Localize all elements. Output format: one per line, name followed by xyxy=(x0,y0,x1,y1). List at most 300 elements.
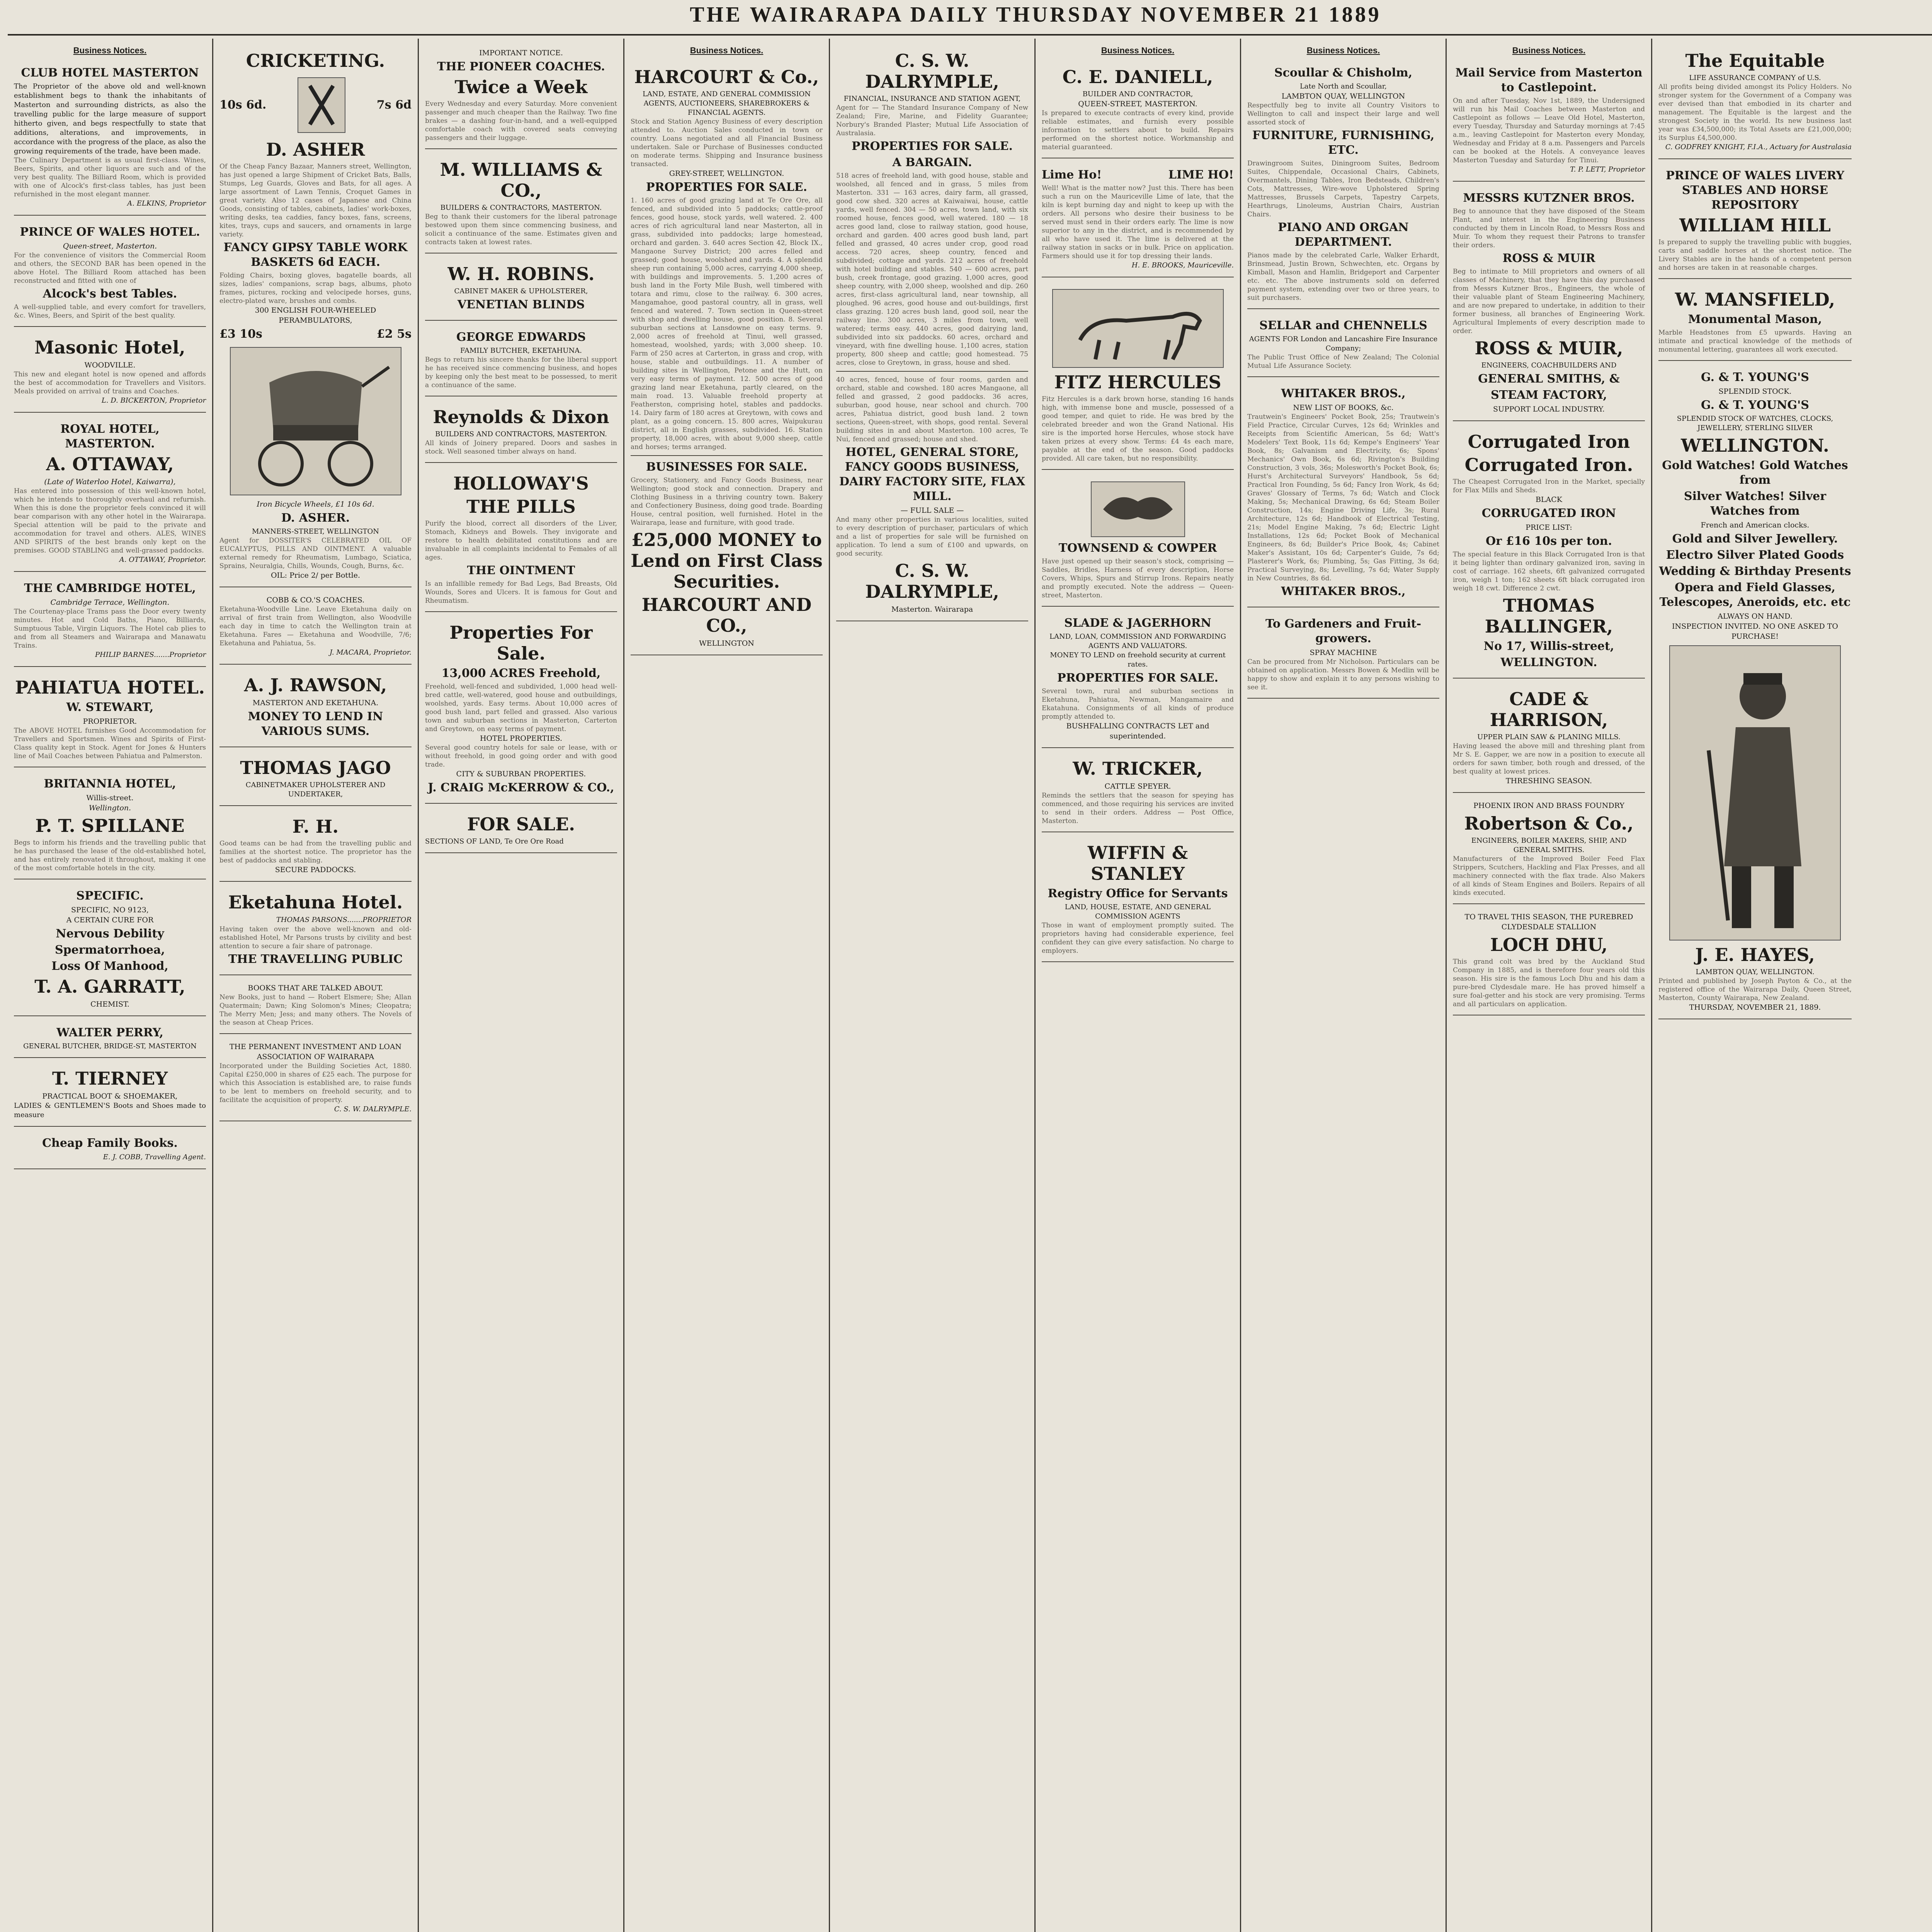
filler-text: The special feature in this Black Corrugated Iron is that it being lighter than ordinary galvanized iron, saving in cost of carriage. 162 sheets, 6ft galvanized corrugated iron, weigh 1 ton; 162 sheets 6ft black corrugated iron weigh 18 cwt. Difference 2 cwt. xyxy=(1453,551,1645,592)
props-sale-title: Properties For Sale. xyxy=(449,622,593,664)
filler-text: The Culinary Department is as usual first-class. Wines, Beers, Spirits, and other liquors are such and of the very best quality. The Billiard Room, which is provided with one of Alcock's first-class tables, has just been refurnished in the most elegant manner. xyxy=(14,156,206,198)
cobb-coaches: COBB & CO.'S COACHES. xyxy=(266,596,365,604)
daniell-ad xyxy=(1042,60,1234,158)
support-local: SUPPORT LOCAL INDUSTRY. xyxy=(1493,405,1605,413)
club-hotel-ad xyxy=(14,60,206,216)
loch-ad xyxy=(1453,908,1645,1015)
lett-sign: T. P. LETT, Proprietor xyxy=(1570,165,1645,173)
harcourt-sub: LAND, ESTATE, AND GENERAL COMMISSION AGENTS, AUCTIONEERS, SHAREBROKERS & FINANCIAL AGENTS. xyxy=(642,90,811,117)
travelling-public: THE TRAVELLING PUBLIC xyxy=(228,952,403,966)
pram-prices xyxy=(219,325,412,343)
money-lend-title: £25,000 MONEY to Lend on First Class Securities. xyxy=(631,529,823,592)
holloway-ad xyxy=(425,467,617,612)
ladies-line: LADIES & GENTLEMEN'S Boots and Shoes made to measure xyxy=(14,1102,206,1119)
cade-sub: UPPER PLAIN SAW & PLANING MILLS. xyxy=(1477,733,1621,741)
filler-text: Several town, rural and suburban sections in Eketahuna, Pahiatua, Newman, Mangamaire and Ekatahuna. Consignments of all kinds of produce promptly attended to. xyxy=(1042,687,1234,721)
column-8 xyxy=(1447,39,1652,1932)
whitaker-title: WHITAKER BROS., xyxy=(1281,387,1406,400)
lambton-quay: LAMBTON QUAY, WELLINGTON xyxy=(1281,92,1405,100)
filler-text: Beg to intimate to Mill proprietors and owners of all classes of Machinery, that they have this day purchased from Messrs Kutzner Bros., Engineers, the whole of their valuable plant of Steam Engineering Machinery, and are now prepared to undertake, in addition to their former business, all branches of Engineering Work. Agricultural Implements of every description made to order. xyxy=(1453,268,1645,335)
filler-text: This grand colt was bred by the Auckland Stud Company in 1885, and is therefore four years old this season. His sire is the famous Loch Dhu and his dam a pure-bred Clydesdale mare. He has proved himself a sure foal-getter and his stock are very promising. Terms and all particulars on application. xyxy=(1453,958,1645,1008)
robertson-sub: ENGINEERS, BOILER MAKERS, SHIP, AND GENERAL SMITHS. xyxy=(1471,837,1627,854)
fh-title: F. H. xyxy=(292,816,339,837)
column-4 xyxy=(624,39,830,1932)
filler-text: And many other properties in various localities, suited to every description of purchaser, particulars of which and a list of properties for sale will be furnished on application. To lend a sum of £100 and upwards, on good security. xyxy=(836,516,1028,558)
filler-text: Several good country hotels for sale or lease, with or without freehold, in good going order and with good trade. xyxy=(425,744,617,769)
props-sale: PROPERTIES FOR SALE. xyxy=(1057,671,1218,685)
tricker-title: W. TRICKER, xyxy=(1073,758,1203,779)
black-line: BLACK xyxy=(1535,495,1563,504)
young-wellington: WELLINGTON. xyxy=(1681,435,1829,456)
filler-text: All profits being divided amongst its Policy Holders. No stronger system for the Government of a Company was ever devised than that embodied in its charter and management. The Equitable is the largest and the strongest Society in the world. Its new business last year was £34,500,000; its Total Assets are £21,000,000; its Surplus £4,500,000. xyxy=(1658,83,1852,142)
ross-muir-big: ROSS & MUIR, xyxy=(1475,338,1623,359)
slade-ad xyxy=(1042,611,1234,748)
filler-text: Well! What is the matter now? Just this. There has been such a run on the Mauriceville Lime of late, that the kiln is kept burning day and night to keep up with the orders. All persons who desire their business to be served must send in their orders early. The lime is now superior to any in the district, and is recommended by all who have used it. The lime is delivered at the railway station in sacks or in bulk. Price on application. Farmers should use it for top dressing their lands. xyxy=(1042,184,1234,260)
harcourt-ad xyxy=(631,60,823,655)
cricketing-ad xyxy=(219,44,412,587)
pioneer-title: THE PIONEER COACHES. xyxy=(437,60,605,73)
ottaway-title: A. OTTAWAY, xyxy=(46,454,174,474)
sellar-title: SELLAR and CHENNELLS xyxy=(1259,319,1427,332)
pram-price-right: £2 5s xyxy=(377,327,412,341)
robertson-title: Robertson & Co., xyxy=(1464,813,1634,834)
edwards-title: GEORGE EDWARDS xyxy=(456,330,586,344)
britannia-title: BRITANNIA HOTEL, xyxy=(44,777,176,791)
filler-text: Agent for DOSSITER'S CELEBRATED OIL OF EUCALYPTUS, PILLS AND OINTMENT. A valuable external remedy for Rheumatism, Lumbago, Sciatica, Sprains, Neuralgia, Chills, Wounds, Cough, Burns, &c. xyxy=(219,537,412,570)
hill-title: WILLIAM HILL xyxy=(1679,215,1831,236)
corrugated-3: CORRUGATED IRON xyxy=(1481,507,1616,520)
perambulator-illustration xyxy=(230,347,401,495)
twice-week: Twice a Week xyxy=(454,77,588,97)
cure-line-3: Spermatorrhoea, xyxy=(55,943,165,957)
wiffin-ad xyxy=(1042,836,1234,962)
harcourt-props-title: PROPERTIES FOR SALE. xyxy=(646,180,807,194)
city-props: CITY & SUBURBAN PROPERTIES. xyxy=(456,770,586,778)
dalrymple-title: C. S. W. DALRYMPLE, xyxy=(865,50,999,92)
lime-heading xyxy=(1042,166,1234,184)
cobb-agent: E. J. COBB, Travelling Agent. xyxy=(103,1153,206,1161)
fh-ad xyxy=(219,810,412,882)
mail-ad xyxy=(1453,60,1645,182)
knight-sign: C. GODFREY KNIGHT, F.I.A., Actuary for Australasia xyxy=(1665,143,1852,151)
imprint-date: THURSDAY, NOVEMBER 21, 1889. xyxy=(1689,1003,1821,1012)
prince-wales-sub: Queen-street, Masterton. xyxy=(63,242,157,250)
gold-watches: Gold Watches! Gold Watches from xyxy=(1662,459,1848,487)
filler-text: Pianos made by the celebrated Carle, Walker Erhardt, Brinsmead, Justin Brown, Schwechten, etc. Organs by Kimball, Mason and Hamlin, Bridgeport and Carpenter etc. etc. The above instruments sold on deferred payment system, extending over two or three years, to suit purchasers. xyxy=(1247,252,1439,302)
perambulators: 300 ENGLISH FOUR-WHEELED PERAMBULATORS, xyxy=(255,306,376,325)
pahiatua-title: PAHIATUA HOTEL. xyxy=(15,677,205,698)
ottaway-sub: (Late of Waterloo Hotel, Kaiwarra), xyxy=(44,478,176,486)
slade-title: SLADE & JAGERHORN xyxy=(1064,616,1211,630)
gardeners-ad xyxy=(1247,611,1439,699)
filler-text: Printed and published by Joseph Payton & Co., at the registered office of the Wairarapa Daily, Queen Street, Masterton, County Wairarapa, New Zealand. xyxy=(1658,977,1852,1002)
ballinger-wellington: WELLINGTON. xyxy=(1500,656,1597,669)
hayes-title: J. E. HAYES, xyxy=(1695,944,1815,965)
column-3 xyxy=(419,39,624,1932)
filler-text: Fitz Hercules is a dark brown horse, standing 16 hands high, with immense bone and muscle, possessed of a good temper, and quiet to ride. He was bred by the celebrated breeder and won the Grand National. His sire is the imported horse Hercules, whose stock have taken prizes at every show. Terms: £4 4s each mare, payable at the end of the season. Good paddocks provided. All care taken, but no responsibility. xyxy=(1042,395,1234,463)
cambridge-title: THE CAMBRIDGE HOTEL, xyxy=(24,582,196,595)
club-hotel-title: CLUB HOTEL MASTERTON xyxy=(21,66,199,80)
ointment-title: THE OINTMENT xyxy=(467,564,575,577)
fitz-ad xyxy=(1042,281,1234,470)
kutzner-title: MESSRS KUTZNER BROS. xyxy=(1463,191,1635,205)
asher-title: D. ASHER xyxy=(266,139,365,160)
cricket-bats-icon xyxy=(298,77,345,133)
secure-paddocks: SECURE PADDOCKS. xyxy=(275,866,356,874)
lime-ho: Lime Ho! xyxy=(1042,168,1102,182)
filler-text: Begs to return his sincere thanks for the liberal support he has received since commencing business, and hopes by keeping only the best meat to be possessed, to merit a continuance of the same. xyxy=(425,356,617,389)
electro-plate: Electro Silver Plated Goods xyxy=(1666,548,1844,562)
rawson-ad xyxy=(219,668,412,747)
wedding-presents: Wedding & Birthday Presents xyxy=(1659,565,1851,578)
corrugated-2: Corrugated Iron. xyxy=(1464,454,1633,475)
section-header: Business Notices. xyxy=(73,46,147,55)
filler-text: The Public Trust Office of New Zealand; The Colonial Mutual Life Assurance Society. xyxy=(1247,354,1439,370)
robins-sub: CABINET MAKER & UPHOLSTERER, xyxy=(454,287,588,295)
grey-street: GREY-STREET, WELLINGTON. xyxy=(669,169,784,178)
young-title: G. & T. YOUNG'S xyxy=(1701,371,1809,384)
filler-text: Good teams can be had from the travelling public and families at the shortest notice. The proprietor has the best of paddocks and stabling. xyxy=(219,840,412,864)
saddle-illustration xyxy=(1091,481,1185,537)
farmer-illustration xyxy=(1669,645,1841,940)
dalrymple-ad xyxy=(836,44,1028,621)
filler-text: Purify the blood, correct all disorders of the Liver, Stomach, Kidneys and Bowels. They invigorate and restore to health debilitated constitutions and are invaluable in all complaints incidental to Females of all ages. xyxy=(425,520,617,561)
filler-text: For the convenience of visitors the Commercial Room and others, the SECOND BAR has been opened in the above Hotel. The Billiard Room attached has been reconstructed and fitted with one of xyxy=(14,252,206,285)
filler-text: Incorporated under the Building Societies Act, 1880. Capital £250,000 in shares of £25 each. The purpose for which this Association is established are, to raise funds to be lent to members on freehold security, and to facilitate the acquisition of property. xyxy=(219,1062,412,1104)
royal-hotel-ad xyxy=(14,417,206,572)
ross-muir-title: ROSS & MUIR xyxy=(1502,252,1595,265)
reynolds-ad xyxy=(425,400,617,463)
rawson-sub: MASTERTON AND EKETAHUNA. xyxy=(252,699,379,707)
column-6 xyxy=(1036,39,1241,1932)
whitaker-footer: WHITAKER BROS., xyxy=(1281,585,1406,598)
inspection-invited: INSPECTION INVITED. NO ONE ASKED TO PURCHASE! xyxy=(1672,622,1838,641)
masonic-ad xyxy=(14,331,206,413)
filler-text: The Cheapest Corrugated Iron in the Market, specially for Flax Mills and Sheds. xyxy=(1453,478,1645,494)
equitable-ad xyxy=(1658,44,1852,159)
filler-text: Having taken over the above well-known and old-established Hotel, Mr Parsons trusts by civility and best attention to secure a fair share of patronage. xyxy=(219,925,412,950)
hotel-general-title: HOTEL, GENERAL STORE, FANCY GOODS BUSINESS, DAIRY FACTORY SITE, FLAX MILL. xyxy=(839,446,1025,503)
filler-text: Begs to inform his friends and the travelling public that he has purchased the lease of the old-established hotel, and has entirely renovated it throughout, making it one of the most comfortable hotels in the city. xyxy=(14,839,206,872)
price-right: 7s 6d xyxy=(376,98,412,112)
per-ton: Or £16 10s per ton. xyxy=(1486,534,1612,548)
spillane-title: P. T. SPILLANE xyxy=(35,815,185,836)
prince-wales-title: PRINCE OF WALES HOTEL. xyxy=(20,225,200,239)
filler-text: Stock and Station Agency Business of every description attended to. Auction Sales conducted in town or country. Loans negotiated and all Financial Business undertaken. Sale or Purchase of Businesses conducted on moderate terms. Shipping and Insurance business transacted. xyxy=(631,118,823,168)
reynolds-title: Reynolds & Dixon xyxy=(433,406,609,427)
specific-no: SPECIFIC, NO 9123, xyxy=(71,906,149,914)
filler-text: Folding Chairs, boxing gloves, bagatelle boards, all sizes, ladies' companions, scrap bags, albums, photo frames, pictures, rocking and velocipede horses, guns, electro-plated ware, brushes and combs. xyxy=(219,272,412,305)
asher-footer: D. ASHER. xyxy=(281,511,350,525)
pram-price-left: £3 10s xyxy=(219,327,262,341)
filler-text: Of the Cheap Fancy Bazaar, Manners street, Wellington, has just opened a large Shipment of Cricket Bats, Balls, Stumps, Leg Guards, Gloves and Bats, for all ages. A large assortment of Lawn Tennis, Croquet Games in great variety. Also 12 cases of Japanese and China Goods, consisting of tables, cabinets, ladies' work-boxes, writing desks, tea caddies, fancy boxes, fans, screens, kites, trays, cups and saucers, and ornaments in large variety. xyxy=(219,163,412,238)
tierney-sub: PRACTICAL BOOT & SHOEMAKER, xyxy=(42,1092,178,1100)
hotel-props: HOTEL PROPERTIES. xyxy=(480,734,563,743)
edwards-ad xyxy=(425,325,617,396)
for-sale-title: FOR SALE. xyxy=(467,814,575,835)
harcourt-place: WELLINGTON xyxy=(699,639,754,648)
kutzner-ad xyxy=(1453,185,1645,421)
filler-text: Agent for — The Standard Insurance Company of New Zealand; Fire, Marine, and Fidelity Guarantee; Norbury's Branded Plaster; Mutual Life Association of Australasia. xyxy=(836,104,1028,137)
filler-text: A well-supplied table, and every comfort for travellers, &c. Wines, Beers, and Spirit of the best quality. xyxy=(14,303,206,320)
pahiatua-ad xyxy=(14,671,206,767)
jago-sub: CABINETMAKER UPHOLSTERER AND UNDERTAKER, xyxy=(245,781,386,798)
filler-text: The ABOVE HOTEL furnishes Good Accommodation for Travellers and Sportsmen. Wines and Spirits of First-Class quality kept in Stock. Agent for Jones & Hunters line of Mail Coaches between Pahiatua and Palmerston. xyxy=(14,727,206,760)
cheap-books-title: Cheap Family Books. xyxy=(42,1136,178,1150)
spray-title: SPRAY MACHINE xyxy=(1310,648,1377,657)
perry-ad xyxy=(14,1020,206,1058)
divider xyxy=(631,455,823,456)
specific-title: SPECIFIC. xyxy=(76,889,144,903)
sellar-ad xyxy=(1247,313,1439,377)
corrugated-ad xyxy=(1453,425,1645,679)
opera-glasses: Opera and Field Glasses, Telescopes, Aneroids, etc. etc xyxy=(1659,581,1851,609)
alcock-tables: Alcock's best Tables. xyxy=(43,287,177,301)
queen-street: QUEEN-STREET, MASTERTON. xyxy=(1078,100,1197,108)
eketahuna-title: Eketahuna Hotel. xyxy=(228,892,403,913)
cobb-coaches-ad xyxy=(219,591,412,665)
masthead: THE WAIRARAPA DAILY THURSDAY NOVEMBER 21 1889 xyxy=(690,3,1381,27)
oil-price: OIL: Price 2/ per Bottle. xyxy=(270,571,361,580)
gardeners-title: To Gardeners and Fruit-growers. xyxy=(1265,617,1422,645)
robins-ad xyxy=(425,257,617,321)
section-header: Business Notices. xyxy=(1101,46,1175,55)
filler-text: On and after Tuesday, Nov 1st, 1889, the Undersigned will run his Mail Coaches between Masterton and Castlepoint as follows — Leave Old Hotel, Masterton, every Tuesday, Thursday and Saturday mornings at 7:45 a.m., leaving Castlepoint for Masterton every Monday, Wednesday and Friday at 8 a.m. Passengers and Parcels can be booked at the Hotels. A conveyance leaves Masterton Tuesday and Saturday for Tinui. xyxy=(1453,97,1645,164)
to-travel: TO TRAVEL THIS SEASON, THE PUREBRED CLYDESDALE STALLION xyxy=(1464,913,1633,931)
pills-title: THE PILLS xyxy=(466,496,576,517)
section-header: Business Notices. xyxy=(690,46,764,55)
barnes-proprietor: PHILIP BARNES.......Proprietor xyxy=(95,651,206,659)
filler-text: Reminds the settlers that the season for speying has commenced, and those requiring his services are invited to send in their orders. Address — Post Office, Masterton. xyxy=(1042,792,1234,825)
tierney-ad xyxy=(14,1062,206,1127)
cambridge-sub: Cambridge Terrace, Wellington. xyxy=(50,598,170,607)
important-notice: IMPORTANT NOTICE. xyxy=(479,49,563,57)
perry-sub: GENERAL BUTCHER, BRIDGE-ST, MASTERTON xyxy=(23,1042,197,1050)
filler-text: Marble Headstones from £5 upwards. Having an intimate and practical knowledge of the methods of monumental lettering, guarantees all work executed. xyxy=(1658,329,1852,354)
filler-text: Can be procured from Mr Nicholson. Particulars can be obtained on application. Messrs Bowen & Medlin will be happy to show and explain it to any persons wishing to see it. xyxy=(1247,658,1439,691)
mansfield-sub: Monumental Mason, xyxy=(1688,313,1822,326)
wiffin-title: WIFFIN & STANLEY xyxy=(1087,842,1188,884)
hayes-sub: LAMBTON QUAY, WELLINGTON. xyxy=(1696,968,1815,976)
piano-title: PIANO AND ORGAN DEPARTMENT. xyxy=(1278,221,1409,249)
scoullar-sub: Late North and Scoullar, xyxy=(1299,82,1387,90)
pioneer-ad xyxy=(425,44,617,149)
harcourt-title: HARCOURT & Co., xyxy=(634,66,819,87)
section-header: Business Notices. xyxy=(1306,46,1380,55)
jago-ad xyxy=(219,751,412,806)
filler-text: Has entered into possession of this well-known hotel, which he intends to thoroughly overhaul and refurnish. When this is done the proprietor feels convinced it will bear comparison with any other hotel in the Wairarapa. Special attention will be paid to the private and accommodation for travel and others. ALES, WINES AND SPIRITS of the best brands only kept on the premises. GOOD STABLING and well-grassed paddocks. xyxy=(14,487,206,554)
fancy-line: FANCY GIPSY TABLE WORK BASKETS 6d EACH. xyxy=(223,241,408,269)
loch-title: LOCH DHU, xyxy=(1490,934,1608,955)
section-header: Business Notices. xyxy=(1512,46,1586,55)
ottaway-proprietor: A. OTTAWAY, Proprietor. xyxy=(119,556,206,564)
ross-sub: ENGINEERS, COACHBUILDERS AND xyxy=(1481,361,1617,369)
steam-factory: STEAM FACTORY, xyxy=(1491,388,1607,402)
robins-title: W. H. ROBINS. xyxy=(447,264,595,284)
filler-text: Freehold, well-fenced and subdivided, 1,000 head well-bred cattle, well-watered, good house and outbuildings, woolshed, yards. Easy terms. About 10,000 acres of good bush land, part felled and grassed. Also various town and suburban sections in Masterton, Carterton and Greytown, on easy terms of payment. xyxy=(425,683,617,733)
whitaker-ad xyxy=(1247,381,1439,607)
divider xyxy=(836,371,1028,372)
tricker-sub: CATTLE SPEYER. xyxy=(1104,782,1171,791)
filler-text: Beg to thank their customers for the liberal patronage bestowed upon them since commencing business, and solicit a continuance of the same. Estimates given and contracts taken at lowest rates. xyxy=(425,213,617,246)
williams-ad xyxy=(425,153,617,253)
pram-caption: Iron Bicycle Wheels, £1 10s 6d. xyxy=(257,500,374,509)
equitable-sub: LIFE ASSURANCE COMPANY of U.S. xyxy=(1689,74,1821,82)
filler-text: Is an infallible remedy for Bad Legs, Bad Breasts, Old Wounds, Sores and Ulcers. It is famous for Gout and Rheumatism. xyxy=(425,580,617,605)
filler-text: Drawingroom Suites, Diningroom Suites, Bedroom Suites, Chippendale, Occasional Chairs, Cabinets, Overmantels, Dining Tables, Iron Bedsteads, Children's Cots, Mattresses, Wire-wove Upholstered Spring Mattresses, Brussels Carpets, Tapestry Carpets, Hearthrugs, Linoleums, Austrian Chairs, Austrian Chairs. xyxy=(1247,160,1439,218)
townsend-ad xyxy=(1042,474,1234,607)
money-lend: MONEY TO LEND on freehold security at current rates. xyxy=(1050,651,1226,668)
ballinger-title: THOMAS BALLINGER, xyxy=(1485,595,1613,637)
permanent-title: THE PERMANENT INVESTMENT AND LOAN ASSOCIATION OF WAIRARAPA xyxy=(229,1043,402,1061)
filler-text: Eketahuna-Woodville Line. Leave Eketahuna daily on arrival of first train from Wellington, also Woodville each day in time to catch the Wellington train at Eketahuna. Fares — Eketahuna and Woodville, 7/6; Eketahuna and Pahiatua, 5s. xyxy=(219,605,412,647)
masonic-proprietor: L. D. BICKERTON, Proprietor xyxy=(101,396,206,405)
cure-line-4: Loss Of Manhood, xyxy=(51,959,168,973)
filler-text: Manufacturers of the Improved Boiler Feed Flax Strippers, Scutchers, Hackling and Flax Presses, and all machinery connected with the flax trade. Also Makers of all kinds of Steam Engines and Boilers. Repairs of all kinds executed. xyxy=(1453,855,1645,897)
acres-line: 13,000 ACRES Freehold, xyxy=(441,667,601,680)
silver-watches: Silver Watches! Silver Watches from xyxy=(1684,490,1827,518)
williams-sub: BUILDERS & CONTRACTORS, MASTERTON. xyxy=(440,204,602,212)
money-lend: MONEY TO LEND IN VARIOUS SUMS. xyxy=(248,710,383,738)
cure-line-2: Nervous Debility xyxy=(56,927,164,940)
filler-text: 518 acres of freehold land, with good house, stable and woolshed, all fenced and in grass, 5 miles from Masterton. 331 — 163 acres, dairy farm, all grassed, good cow shed. 320 acres at Kaiwaiwai, house, cattle yards, well fenced. 304 — 50 acres, town land, with six roomed house, fences good, well watered. 180 — 18 acres good land, close to railway station, good house, orchard and garden. 400 acres good bush land, part felled and grassed, 40 acres under crop, good road access. 720 acres, sheep country, fenced and subdivided; cottage and yards. 212 acres of freehold with hotel building and stables. 540 — 600 acres, part bush, creek frontage, good grazing. 1,000 acres, good sheep country, with 2,000 sheep, woolshed and dip. 260 acres, first-class agricultural land, near township, all ploughed. 96 acres, good house and out-buildings, first class grazing. 120 acres bush land, good soil, near the railway line. 300 acres, 3 miles from town, well watered; terms easy. 440 acres, good dairying land, subdivided into six paddocks. 60 acres, orchard and vineyard, with fine dwelling house. 1,100 acres, station property, 800 sheep and cattle; good homestead. 75 acres, close to Greytown, in grass, house and shed. xyxy=(836,172,1028,367)
livery-title: PRINCE OF WALES LIVERY STABLES AND HORSE REPOSITORY xyxy=(1666,169,1844,212)
books-title: BOOKS THAT ARE TALKED ABOUT. xyxy=(248,984,383,992)
properties-ad xyxy=(425,616,617,804)
filler-text: Is prepared to execute contracts of every kind, provide reliable estimates, and furnish every possible information to settlers about to build. Repairs performed on the shortest notice. Workmanship and material guaranteed. xyxy=(1042,109,1234,151)
macara-proprietor: J. MACARA, Proprietor. xyxy=(330,648,412,656)
filler-text: New Books, just to hand — Robert Elsmere; She; Allan Quatermain; Dawn; King Solomon's Mines; Cleopatra; The Merry Men; Jess; and many others. The Novels of the season at Cheap Prices. xyxy=(219,993,412,1027)
dalrymple-sign: C. S. W. DALRYMPLE. xyxy=(334,1105,412,1113)
royal-title: ROYAL HOTEL, MASTERTON. xyxy=(60,422,160,451)
cure-line-1: A CERTAIN CURE FOR xyxy=(66,916,154,924)
holloway-title: HOLLOWAY'S xyxy=(453,473,589,494)
sections-line: SECTIONS OF LAND, Te Ore Ore Road xyxy=(425,837,564,845)
furniture-title: FURNITURE, FURNISHING, ETC. xyxy=(1252,129,1435,157)
cricketing-title: CRICKETING. xyxy=(246,50,385,71)
young-ad xyxy=(1658,365,1852,1019)
phoenix-title: PHOENIX IRON AND BRASS FOUNDRY xyxy=(1473,801,1624,810)
young-sub: SPLENDID STOCK. xyxy=(1718,387,1792,396)
club-hotel-body: The Proprietor of the above old and well-known establishment begs to thank the inhabitants of Masterton and surrounding districts, as also the travelling public for the large measure of support hitherto given, and begs respectfully to state that additions, alterations, and improvements, in accordance with the progress of the place, as also the growing requirements of the trade, have been made. xyxy=(14,82,206,155)
filler-text: All kinds of Joinery prepared. Doors and sashes in stock. Well seasoned timber always on hand. xyxy=(425,439,617,456)
scoullar-ad xyxy=(1247,60,1439,309)
gold-jewellery: Gold and Silver Jewellery. xyxy=(1672,532,1838,546)
books-ad xyxy=(219,979,412,1034)
specific-ad xyxy=(14,883,206,1016)
young-sub-2: SPLENDID STOCK OF WATCHES, CLOCKS, JEWELLERY, STERLING SILVER xyxy=(1677,415,1833,432)
britannia-ad xyxy=(14,771,206,879)
livery-ad xyxy=(1658,163,1852,279)
cheap-books-ad xyxy=(14,1131,206,1169)
brooks-sign: H. E. BROOKS, Mauriceville. xyxy=(1131,261,1234,269)
filler-text: Having leased the above mill and threshing plant from Mr S. E. Gapper, we are now in a position to execute all orders for sawn timber, both rough and dressed, of the best quality at lowest prices. xyxy=(1453,742,1645,776)
mail-title: Mail Service from Masterton to Castlepoint. xyxy=(1455,66,1643,94)
townsend-title: TOWNSEND & COWPER xyxy=(1058,541,1217,555)
corrugated-1: Corrugated Iron xyxy=(1468,431,1630,452)
cambridge-ad xyxy=(14,576,206,667)
mansfield-ad xyxy=(1658,283,1852,361)
filler-text: The Courtenay-place Trams pass the Door every twenty minutes. Hot and Cold Baths, Piano, Billiards, Sumptuous Table, Virgin Liquors. The Hotel cab plies to and from all Steamers and Wairarapa and Manawatu Trains. xyxy=(14,608,206,650)
cricket-prices xyxy=(219,73,412,137)
masthead-rule xyxy=(8,34,1932,36)
equitable-title: The Equitable xyxy=(1685,50,1825,71)
tierney-title: T. TIERNEY xyxy=(52,1068,168,1089)
price-left: 10s 6d. xyxy=(219,98,267,112)
full-sale: — FULL SALE — xyxy=(900,506,964,515)
cade-title: CADE & HARRISON, xyxy=(1490,689,1608,730)
reynolds-sub: BUILDERS AND CONTRACTORS, MASTERTON. xyxy=(435,430,607,438)
column-7 xyxy=(1241,39,1447,1932)
britannia-place: Wellington. xyxy=(88,804,131,812)
whitaker-sub: NEW LIST OF BOOKS, &c. xyxy=(1293,403,1394,412)
filler-text: 40 acres, fenced, house of four rooms, garden and orchard, stable and cowshed. 180 acres Mangaone, all felled and grassed, 2 good paddocks. 36 acres, suburban, good house, near school and church. 700 acres, Pahiatua district, good bush land. 2 town sections, Queen-street, with shops, good rental. Several building sites in and about Masterton. 100 acres, Te Nui, fenced and grassed; house and shed. xyxy=(836,376,1028,443)
threshing: THRESHING SEASON. xyxy=(1506,777,1592,785)
price-list: PRICE LIST: xyxy=(1526,523,1572,532)
perry-title: WALTER PERRY, xyxy=(56,1026,163,1039)
rawson-title: A. J. RAWSON, xyxy=(244,675,387,696)
permanent-ad xyxy=(219,1038,412,1121)
sellar-sub: AGENTS FOR London and Lancashire Fire Insurance Company; xyxy=(1249,335,1438,352)
dalrymple-sub: FINANCIAL, INSURANCE AND STATION AGENT, xyxy=(844,95,1021,103)
filler-text: Every Wednesday and every Saturday. More convenient passenger and much cheaper than the Railway. Two fine brakes — a dashing four-in-hand, and a well-equipped comfortable coach with covered seats conveying passengers and their luggage. xyxy=(425,100,617,142)
manners-street: MANNERS-STREET, WELLINGTON xyxy=(252,527,379,536)
filler-text: 1. 160 acres of good grazing land at Te Ore Ore, all fenced, and subdivided into 5 paddocks; cattle-proof fences, good house, stock yards, well watered. 2. 400 acres of rich agricultural land near Masterton, all in grass, subdivided into paddocks; large homestead, orchard and garden. 3. 640 acres Section 42, Block IX., Mangaone Survey District; 200 acres felled and grassed; good house, woolshed and yards. 4. A splendid sheep run containing 5,000 acres, carrying 4,000 sheep, with buildings and improvements. 5. 1,200 acres of bush land in the Forty Mile Bush, well timbered with totara and rimu, close to the railway. 6. 300 acres, Mangamahoe, good pastoral country, all in grass, well fenced and watered. 7. Town section in Queen-street with shop and dwelling house, good position. 8. Several suburban sections at Lansdowne on easy terms. 9. 2,000 acres of freehold at Tinui, well grassed, homestead, woolshed, yards; with 3,000 sheep. 10. Farm of 250 acres at Carterton, in grass and crop, with house, stable and outbuildings. 11. A number of building sites in Wellington, Petone and the Hutt, on very easy terms of payment. 12. 500 acres of good grazing land near Eketahuna, partly cleared, on the main road. 13. Valuable freehold property at Featherston, comprising hotel, stables and paddocks. 14. Dairy farm of 180 acres at Greytown, with cows and plant, as a going concern. 15. 800 acres, Waipukurau district, all in English grasses, subdivided. 16. Station property, 18,000 acres, with about 9,000 sheep, cattle and horses; terms arranged. xyxy=(631,197,823,451)
bush-line: BUSHFALLING CONTRACTS LET and superintended. xyxy=(1066,722,1209,740)
club-hotel-proprietor: A. ELKINS, Proprietor xyxy=(127,199,206,207)
mckerrow: J. CRAIG McKERROW & CO., xyxy=(428,781,614,794)
column-9 xyxy=(1652,39,1858,1932)
smiths-line: GENERAL SMITHS, & xyxy=(1478,372,1620,386)
horse-illustration xyxy=(1052,289,1224,368)
stewart-title: W. STEWART, xyxy=(66,701,154,714)
willis-street: No 17, Willis-street, xyxy=(1483,639,1614,653)
columns xyxy=(8,39,1932,1932)
garratt-title: T. A. GARRATT, xyxy=(34,976,185,997)
britannia-sub: Willis-street. xyxy=(86,794,134,802)
registry-sub: LAND, HOUSE, ESTATE, AND GENERAL COMMISSION AGENTS xyxy=(1065,903,1211,920)
column-1 xyxy=(8,39,213,1932)
filler-text: Respectfully beg to invite all Country Visitors to Wellington to call and inspect their large and well assorted stock of xyxy=(1247,102,1439,126)
garratt-sub: CHEMIST. xyxy=(90,1000,129,1009)
masonic-title: Masonic Hotel, xyxy=(34,337,185,358)
cade-ad xyxy=(1453,682,1645,793)
dalrymple-footer: C. S. W. DALRYMPLE, xyxy=(865,560,999,602)
jago-title: THOMAS JAGO xyxy=(240,757,391,778)
filler-text: Beg to announce that they have disposed of the Steam Plant, and interest in the Engineering Business conducted by them in Lincoln Road, to Messrs Ross and Muir. To whom they request their Patrons to transfer their orders. xyxy=(1453,207,1645,249)
venetian-blinds: VENETIAN BLINDS xyxy=(457,298,585,311)
filler-text: Grocery, Stationery, and Fancy Goods Business, near Wellington; good stock and connection. Drapery and Clothing Business in a thriving country town. Bakery and Confectionery Business, doing good trade. Boarding House, central position, well furnished. Hotel in the Wairarapa, lease and furniture, with good trade. xyxy=(631,476,823,527)
lime-ad xyxy=(1042,162,1234,277)
filler-text: Is prepared to supply the travelling public with buggies, carts and saddle horses at the shortest notice. The Livery Stables are in the hands of a competent person and horses are taken in at reasonable charges. xyxy=(1658,238,1852,272)
bargain-title: A BARGAIN. xyxy=(892,156,972,169)
french-clocks: French and American clocks. xyxy=(1701,521,1810,529)
masonic-place: WOODVILLE. xyxy=(84,361,136,369)
scoullar-title: Scoullar & Chisholm, xyxy=(1274,66,1413,80)
eketahuna-ad xyxy=(219,886,412,975)
column-5 xyxy=(830,39,1036,1932)
filler-text: Have just opened up their season's stock, comprising — Saddles, Bridles, Harness of every description, Horse Covers, Whips, Spurs and Stirrup Irons. Repairs neatly and promptly executed. Note the address — Queen-street, Masterton. xyxy=(1042,558,1234,599)
always-on-hand: ALWAYS ON HAND. xyxy=(1718,612,1793,621)
edwards-sub: FAMILY BUTCHER, EKETAHUNA. xyxy=(460,347,582,355)
dalrymple-props-title: PROPERTIES FOR SALE. xyxy=(852,139,1013,153)
daniell-title: C. E. DANIELL, xyxy=(1062,66,1213,87)
dalrymple-place: Masterton. Wairarapa xyxy=(891,605,973,614)
filler-text: This new and elegant hotel is now opened and affords the best of accommodation for Travellers and Visitors. Meals provided on arrival of trains and Coaches. xyxy=(14,371,206,395)
prince-wales-ad xyxy=(14,219,206,327)
filler-text: Those in want of employment promptly suited. The proprietors having had considerable experience, feel confident they can give every satisfaction. No charge to employers. xyxy=(1042,922,1234,955)
tricker-ad xyxy=(1042,752,1234,832)
